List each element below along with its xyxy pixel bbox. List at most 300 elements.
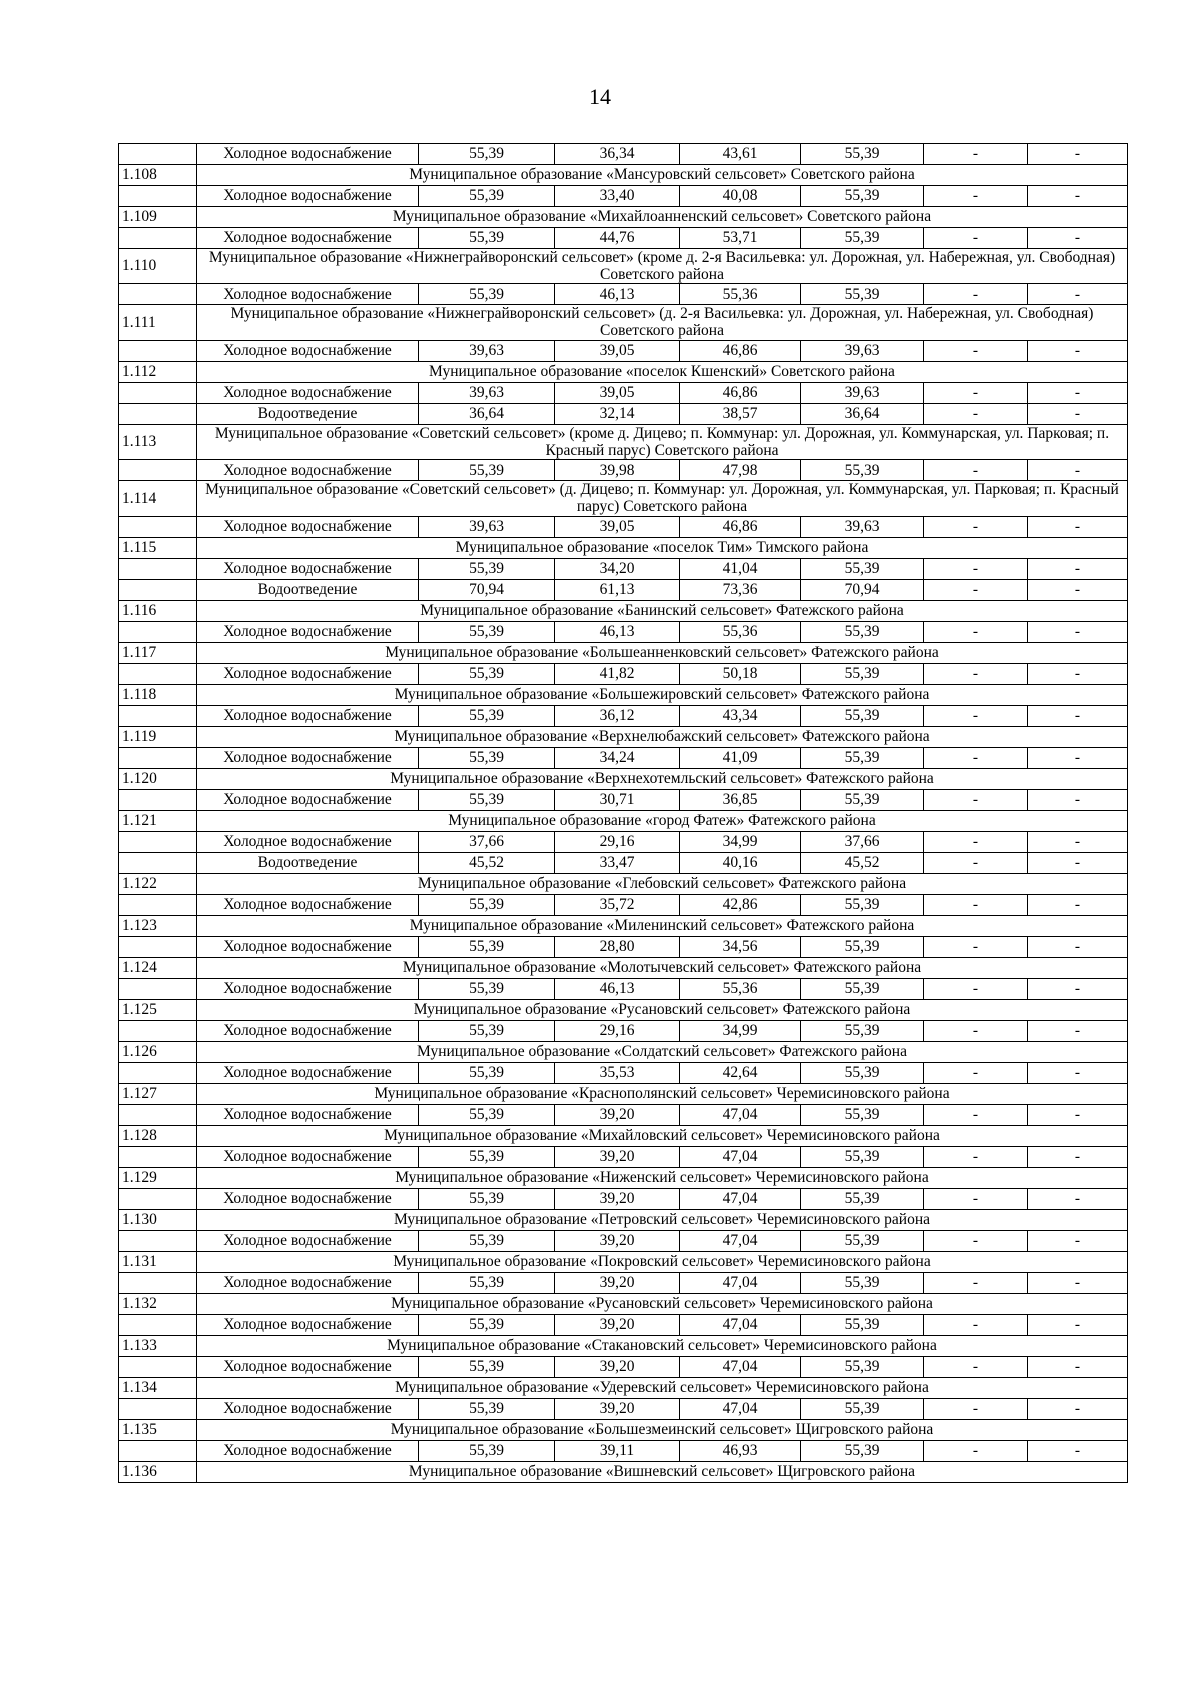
row-number: 1.133 xyxy=(119,1335,197,1356)
tariff-value: 46,93 xyxy=(680,1440,801,1461)
service-name: Водоотведение xyxy=(197,403,419,424)
municipality-title: Муниципальное образование «Большеанненковский сельсовет» Фатежского района xyxy=(197,642,1128,663)
municipality-row xyxy=(119,915,1128,936)
service-name: Холодное водоснабжение xyxy=(197,1104,419,1125)
tariff-value: 55,39 xyxy=(801,144,924,165)
service-row xyxy=(119,621,1128,642)
tariff-value: - xyxy=(1028,1062,1128,1083)
row-number-empty xyxy=(119,144,197,165)
tariff-value: 55,39 xyxy=(419,936,555,957)
tariff-value: 55,39 xyxy=(419,1440,555,1461)
tariff-value: 55,36 xyxy=(680,978,801,999)
tariff-value: 39,63 xyxy=(801,340,924,361)
service-name: Холодное водоснабжение xyxy=(197,1314,419,1335)
tariff-value: 42,64 xyxy=(680,1062,801,1083)
tariff-value: 39,20 xyxy=(555,1314,680,1335)
tariff-value: - xyxy=(924,1230,1028,1251)
municipality-title: Муниципальное образование «Большежировский сельсовет» Фатежского района xyxy=(197,684,1128,705)
tariff-value: 55,39 xyxy=(801,284,924,305)
service-name: Холодное водоснабжение xyxy=(197,1062,419,1083)
municipality-title: Муниципальное образование «Солдатский сельсовет» Фатежского района xyxy=(197,1041,1128,1062)
tariff-value: 55,39 xyxy=(801,1398,924,1419)
tariff-value: - xyxy=(1028,936,1128,957)
tariff-value: - xyxy=(1028,403,1128,424)
tariff-value: 34,99 xyxy=(680,831,801,852)
tariff-value: 53,71 xyxy=(680,228,801,249)
service-row xyxy=(119,852,1128,873)
row-number-empty xyxy=(119,663,197,684)
municipality-title: Муниципальное образование «Стакановский сельсовет» Черемисиновского района xyxy=(197,1335,1128,1356)
tariff-value: - xyxy=(1028,558,1128,579)
row-number: 1.123 xyxy=(119,915,197,936)
tariff-value: - xyxy=(1028,144,1128,165)
tariff-value: 30,71 xyxy=(555,789,680,810)
tariff-value: - xyxy=(924,936,1028,957)
tariff-value: - xyxy=(1028,1230,1128,1251)
tariff-value: - xyxy=(1028,460,1128,481)
tariff-value: 29,16 xyxy=(555,831,680,852)
tariff-value: - xyxy=(1028,1398,1128,1419)
tariff-value: 47,04 xyxy=(680,1356,801,1377)
tariff-value: - xyxy=(924,663,1028,684)
tariff-value: 39,20 xyxy=(555,1146,680,1167)
row-number-empty xyxy=(119,747,197,768)
municipality-row xyxy=(119,361,1128,382)
row-number-empty xyxy=(119,382,197,403)
tariff-value: - xyxy=(1028,747,1128,768)
service-name: Холодное водоснабжение xyxy=(197,144,419,165)
tariff-value: - xyxy=(1028,852,1128,873)
service-name: Холодное водоснабжение xyxy=(197,1146,419,1167)
service-name: Холодное водоснабжение xyxy=(197,1398,419,1419)
municipality-title: Муниципальное образование «Петровский сельсовет» Черемисиновского района xyxy=(197,1209,1128,1230)
row-number: 1.121 xyxy=(119,810,197,831)
row-number: 1.131 xyxy=(119,1251,197,1272)
row-number-empty xyxy=(119,978,197,999)
tariff-value: 39,20 xyxy=(555,1230,680,1251)
service-row xyxy=(119,1104,1128,1125)
tariff-value: - xyxy=(924,831,1028,852)
tariff-value: 47,04 xyxy=(680,1230,801,1251)
tariff-value: 55,39 xyxy=(801,460,924,481)
row-number-empty xyxy=(119,1314,197,1335)
municipality-title: Муниципальное образование «Большезмеинский сельсовет» Щигровского района xyxy=(197,1419,1128,1440)
tariff-value: 43,61 xyxy=(680,144,801,165)
service-name: Холодное водоснабжение xyxy=(197,1230,419,1251)
tariff-value: 55,39 xyxy=(801,1020,924,1041)
service-row xyxy=(119,382,1128,403)
row-number-empty xyxy=(119,284,197,305)
tariff-value: 55,39 xyxy=(419,1398,555,1419)
tariff-value: - xyxy=(924,1146,1028,1167)
service-row xyxy=(119,284,1128,305)
tariff-value: 55,39 xyxy=(419,1272,555,1293)
row-number: 1.116 xyxy=(119,600,197,621)
service-row xyxy=(119,1314,1128,1335)
municipality-row xyxy=(119,642,1128,663)
tariff-value: 47,04 xyxy=(680,1272,801,1293)
municipality-row xyxy=(119,1209,1128,1230)
tariff-value: - xyxy=(1028,1146,1128,1167)
tariff-value: 55,39 xyxy=(801,1314,924,1335)
tariff-value: 36,12 xyxy=(555,705,680,726)
municipality-row xyxy=(119,1083,1128,1104)
municipality-title: Муниципальное образование «Нижнеграйворонский сельсовет» (кроме д. 2-я Васильевка: ул. Дорожная, ул. Набережная, ул. Свободная) Советского района xyxy=(197,249,1128,284)
tariff-value: 55,39 xyxy=(419,228,555,249)
tariff-value: - xyxy=(924,894,1028,915)
service-row xyxy=(119,936,1128,957)
service-name: Холодное водоснабжение xyxy=(197,284,419,305)
municipality-title: Муниципальное образование «Верхнехотемльский сельсовет» Фатежского района xyxy=(197,768,1128,789)
tariff-value: 55,39 xyxy=(801,936,924,957)
service-name: Холодное водоснабжение xyxy=(197,186,419,207)
tariff-value: 33,47 xyxy=(555,852,680,873)
tariff-value: - xyxy=(924,1020,1028,1041)
tariff-value: 55,39 xyxy=(419,1146,555,1167)
service-row xyxy=(119,228,1128,249)
municipality-row xyxy=(119,1377,1128,1398)
tariff-value: - xyxy=(1028,1272,1128,1293)
tariff-value: - xyxy=(1028,705,1128,726)
row-number-empty xyxy=(119,894,197,915)
service-name: Холодное водоснабжение xyxy=(197,978,419,999)
tariff-value: - xyxy=(1028,1188,1128,1209)
service-name: Холодное водоснабжение xyxy=(197,1020,419,1041)
service-row xyxy=(119,1272,1128,1293)
municipality-title: Муниципальное образование «Михайловский сельсовет» Черемисиновского района xyxy=(197,1125,1128,1146)
municipality-title: Муниципальное образование «Мансуровский сельсовет» Советского района xyxy=(197,165,1128,186)
row-number: 1.111 xyxy=(119,305,197,340)
row-number: 1.114 xyxy=(119,481,197,516)
tariff-value: 39,05 xyxy=(555,382,680,403)
tariff-value: 39,20 xyxy=(555,1272,680,1293)
municipality-title: Муниципальное образование «Миленинский сельсовет» Фатежского района xyxy=(197,915,1128,936)
tariff-value: - xyxy=(924,747,1028,768)
row-number-empty xyxy=(119,516,197,537)
tariff-value: 55,39 xyxy=(419,284,555,305)
service-row xyxy=(119,831,1128,852)
tariff-value: - xyxy=(1028,1104,1128,1125)
municipality-title: Муниципальное образование «Молотычевский сельсовет» Фатежского района xyxy=(197,957,1128,978)
tariff-value: 37,66 xyxy=(801,831,924,852)
service-row xyxy=(119,1398,1128,1419)
municipality-title: Муниципальное образование «Советский сельсовет» (кроме д. Дицево; п. Коммунар: ул. Дорожная, ул. Коммунарская, ул. Парковая; п. Красный парус) Советского района xyxy=(197,424,1128,459)
tariff-value: 55,39 xyxy=(801,1188,924,1209)
municipality-row xyxy=(119,165,1128,186)
tariff-value: 55,39 xyxy=(801,1440,924,1461)
row-number-empty xyxy=(119,579,197,600)
row-number-empty xyxy=(119,1188,197,1209)
row-number-empty xyxy=(119,621,197,642)
row-number: 1.112 xyxy=(119,361,197,382)
row-number-empty xyxy=(119,1146,197,1167)
tariff-value: 33,40 xyxy=(555,186,680,207)
tariff-value: 39,20 xyxy=(555,1356,680,1377)
tariff-value: 39,11 xyxy=(555,1440,680,1461)
service-row xyxy=(119,1440,1128,1461)
row-number: 1.122 xyxy=(119,873,197,894)
tariff-value: 47,04 xyxy=(680,1314,801,1335)
service-row xyxy=(119,403,1128,424)
tariff-value: 40,16 xyxy=(680,852,801,873)
municipality-row xyxy=(119,1419,1128,1440)
municipality-row xyxy=(119,207,1128,228)
municipality-row xyxy=(119,537,1128,558)
row-number-empty xyxy=(119,1356,197,1377)
municipality-row xyxy=(119,873,1128,894)
tariff-value: 55,39 xyxy=(419,1062,555,1083)
tariff-value: - xyxy=(1028,978,1128,999)
municipality-row xyxy=(119,1041,1128,1062)
service-row xyxy=(119,1356,1128,1377)
tariff-value: 50,18 xyxy=(680,663,801,684)
tariff-value: 36,64 xyxy=(419,403,555,424)
tariff-value: - xyxy=(924,1104,1028,1125)
tariff-value: - xyxy=(1028,1020,1128,1041)
row-number-empty xyxy=(119,705,197,726)
tariff-value: 39,20 xyxy=(555,1104,680,1125)
municipality-row xyxy=(119,249,1128,284)
service-row xyxy=(119,186,1128,207)
tariff-value: - xyxy=(924,460,1028,481)
tariff-value: - xyxy=(1028,228,1128,249)
row-number-empty xyxy=(119,558,197,579)
tariff-value: 55,39 xyxy=(801,1356,924,1377)
tariff-value: 46,86 xyxy=(680,516,801,537)
tariff-value: 36,34 xyxy=(555,144,680,165)
tariff-value: - xyxy=(924,1356,1028,1377)
tariff-value: 37,66 xyxy=(419,831,555,852)
tariff-value: 55,39 xyxy=(801,1272,924,1293)
tariff-value: - xyxy=(924,1062,1028,1083)
tariff-value: 43,34 xyxy=(680,705,801,726)
tariff-value: 41,09 xyxy=(680,747,801,768)
tariff-value: 73,36 xyxy=(680,579,801,600)
municipality-title: Муниципальное образование «Краснополянский сельсовет» Черемисиновского района xyxy=(197,1083,1128,1104)
municipality-title: Муниципальное образование «Русановский сельсовет» Фатежского района xyxy=(197,999,1128,1020)
service-name: Холодное водоснабжение xyxy=(197,340,419,361)
tariff-value: 55,39 xyxy=(419,558,555,579)
row-number-empty xyxy=(119,228,197,249)
municipality-row xyxy=(119,957,1128,978)
tariff-value: - xyxy=(924,621,1028,642)
municipality-title: Муниципальное образование «Удеревский сельсовет» Черемисиновского района xyxy=(197,1377,1128,1398)
tariff-value: - xyxy=(924,579,1028,600)
service-name: Холодное водоснабжение xyxy=(197,663,419,684)
tariff-value: 29,16 xyxy=(555,1020,680,1041)
row-number-empty xyxy=(119,1398,197,1419)
tariff-value: 55,39 xyxy=(801,747,924,768)
tariff-value: - xyxy=(924,978,1028,999)
tariff-value: - xyxy=(924,1398,1028,1419)
service-row xyxy=(119,705,1128,726)
municipality-row xyxy=(119,810,1128,831)
municipality-title: Муниципальное образование «Банинский сельсовет» Фатежского района xyxy=(197,600,1128,621)
municipality-title: Муниципальное образование «Вишневский сельсовет» Щигровского района xyxy=(197,1461,1128,1482)
tariff-value: 40,08 xyxy=(680,186,801,207)
row-number-empty xyxy=(119,831,197,852)
tariff-value: 55,39 xyxy=(419,186,555,207)
municipality-row xyxy=(119,768,1128,789)
service-row xyxy=(119,789,1128,810)
row-number: 1.108 xyxy=(119,165,197,186)
service-row xyxy=(119,558,1128,579)
municipality-row xyxy=(119,1335,1128,1356)
service-name: Водоотведение xyxy=(197,579,419,600)
service-row xyxy=(119,144,1128,165)
service-row xyxy=(119,747,1128,768)
service-row xyxy=(119,663,1128,684)
row-number-empty xyxy=(119,1062,197,1083)
tariff-value: 55,36 xyxy=(680,284,801,305)
tariff-value: - xyxy=(924,1188,1028,1209)
tariff-value: 47,04 xyxy=(680,1188,801,1209)
tariff-value: - xyxy=(924,403,1028,424)
tariff-value: 55,39 xyxy=(419,789,555,810)
tariff-value: - xyxy=(924,789,1028,810)
service-name: Холодное водоснабжение xyxy=(197,1356,419,1377)
tariff-value: - xyxy=(1028,1440,1128,1461)
service-row xyxy=(119,978,1128,999)
municipality-row xyxy=(119,600,1128,621)
row-number-empty xyxy=(119,460,197,481)
tariff-value: 39,63 xyxy=(801,382,924,403)
tariff-value: 55,39 xyxy=(801,228,924,249)
service-row xyxy=(119,1146,1128,1167)
service-name: Холодное водоснабжение xyxy=(197,382,419,403)
tariff-value: - xyxy=(1028,579,1128,600)
row-number: 1.135 xyxy=(119,1419,197,1440)
tariff-value: - xyxy=(924,516,1028,537)
tariff-value: 55,39 xyxy=(801,1146,924,1167)
municipality-row xyxy=(119,684,1128,705)
tariff-value: 39,20 xyxy=(555,1188,680,1209)
row-number: 1.119 xyxy=(119,726,197,747)
tariff-value: - xyxy=(924,284,1028,305)
tariff-value: 36,85 xyxy=(680,789,801,810)
tariff-table-body xyxy=(119,144,1128,1483)
tariff-value: 55,39 xyxy=(419,1104,555,1125)
tariff-value: - xyxy=(1028,340,1128,361)
tariff-value: 44,76 xyxy=(555,228,680,249)
row-number: 1.125 xyxy=(119,999,197,1020)
row-number-empty xyxy=(119,789,197,810)
service-row xyxy=(119,340,1128,361)
municipality-row xyxy=(119,1293,1128,1314)
tariff-value: 55,39 xyxy=(419,621,555,642)
tariff-value: 47,04 xyxy=(680,1104,801,1125)
municipality-title: Муниципальное образование «Нижнеграйворонский сельсовет» (д. 2-я Васильевка: ул. Дорожная, ул. Набережная, ул. Свободная) Советского района xyxy=(197,305,1128,340)
tariff-value: - xyxy=(924,1440,1028,1461)
tariff-value: 55,39 xyxy=(419,1020,555,1041)
row-number: 1.127 xyxy=(119,1083,197,1104)
tariff-value: - xyxy=(924,705,1028,726)
tariff-value: - xyxy=(924,186,1028,207)
tariff-value: 39,20 xyxy=(555,1398,680,1419)
tariff-value: 55,39 xyxy=(801,1104,924,1125)
row-number-empty xyxy=(119,936,197,957)
tariff-value: - xyxy=(1028,284,1128,305)
row-number: 1.130 xyxy=(119,1209,197,1230)
row-number: 1.124 xyxy=(119,957,197,978)
tariff-value: 47,04 xyxy=(680,1146,801,1167)
service-row xyxy=(119,516,1128,537)
tariff-value: 39,98 xyxy=(555,460,680,481)
municipality-row xyxy=(119,1167,1128,1188)
service-name: Холодное водоснабжение xyxy=(197,228,419,249)
tariff-value: 45,52 xyxy=(801,852,924,873)
service-name: Холодное водоснабжение xyxy=(197,747,419,768)
tariff-value: 46,86 xyxy=(680,382,801,403)
tariff-value: 55,39 xyxy=(419,978,555,999)
tariff-value: 55,39 xyxy=(419,894,555,915)
row-number-empty xyxy=(119,852,197,873)
tariff-value: 55,39 xyxy=(801,1230,924,1251)
tariff-value: 32,14 xyxy=(555,403,680,424)
row-number-empty xyxy=(119,1230,197,1251)
tariff-value: 55,36 xyxy=(680,621,801,642)
service-row xyxy=(119,460,1128,481)
row-number-empty xyxy=(119,403,197,424)
row-number: 1.134 xyxy=(119,1377,197,1398)
tariff-value: 34,56 xyxy=(680,936,801,957)
tariff-value: 28,80 xyxy=(555,936,680,957)
municipality-row xyxy=(119,1461,1128,1482)
service-name: Холодное водоснабжение xyxy=(197,831,419,852)
tariff-value: 55,39 xyxy=(801,705,924,726)
tariff-value: 36,64 xyxy=(801,403,924,424)
municipality-row xyxy=(119,999,1128,1020)
tariff-value: 46,86 xyxy=(680,340,801,361)
service-name: Холодное водоснабжение xyxy=(197,789,419,810)
tariff-value: 41,04 xyxy=(680,558,801,579)
tariff-value: - xyxy=(1028,516,1128,537)
service-name: Холодное водоснабжение xyxy=(197,621,419,642)
row-number-empty xyxy=(119,186,197,207)
municipality-title: Муниципальное образование «Михайлоанненский сельсовет» Советского района xyxy=(197,207,1128,228)
row-number-empty xyxy=(119,1440,197,1461)
tariff-table xyxy=(118,143,1128,1483)
municipality-row xyxy=(119,726,1128,747)
tariff-value: 55,39 xyxy=(419,1230,555,1251)
municipality-title: Муниципальное образование «поселок Кшенский» Советского района xyxy=(197,361,1128,382)
service-row xyxy=(119,1062,1128,1083)
tariff-value: - xyxy=(924,1314,1028,1335)
tariff-value: - xyxy=(924,382,1028,403)
tariff-value: 47,98 xyxy=(680,460,801,481)
tariff-value: 46,13 xyxy=(555,284,680,305)
tariff-value: - xyxy=(1028,1356,1128,1377)
row-number: 1.132 xyxy=(119,1293,197,1314)
municipality-title: Муниципальное образование «город Фатеж» Фатежского района xyxy=(197,810,1128,831)
tariff-value: 55,39 xyxy=(419,144,555,165)
service-row xyxy=(119,579,1128,600)
tariff-value: 34,99 xyxy=(680,1020,801,1041)
row-number: 1.110 xyxy=(119,249,197,284)
tariff-value: 55,39 xyxy=(801,894,924,915)
service-name: Холодное водоснабжение xyxy=(197,558,419,579)
tariff-value: - xyxy=(1028,382,1128,403)
tariff-value: 55,39 xyxy=(801,558,924,579)
tariff-value: - xyxy=(924,340,1028,361)
tariff-value: 46,13 xyxy=(555,621,680,642)
tariff-value: 39,63 xyxy=(419,340,555,361)
row-number: 1.117 xyxy=(119,642,197,663)
tariff-value: 39,63 xyxy=(419,382,555,403)
tariff-value: - xyxy=(1028,789,1128,810)
tariff-value: 55,39 xyxy=(419,663,555,684)
municipality-row xyxy=(119,1125,1128,1146)
